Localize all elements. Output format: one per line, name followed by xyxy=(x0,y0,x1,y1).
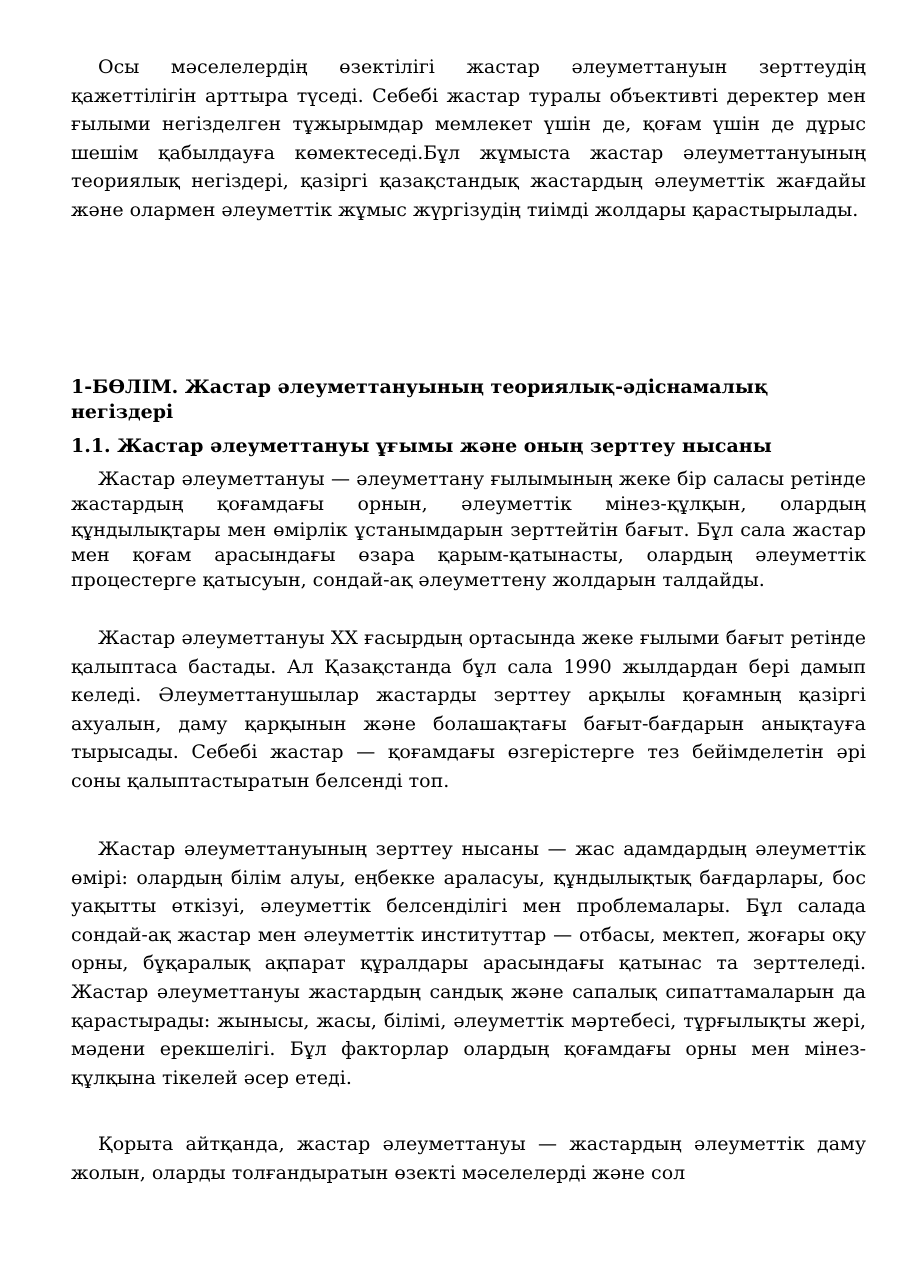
body-paragraph: Жастар әлеуметтануының зерттеу нысаны — жас адамдардың әлеуметтік өмірі: олардың білім алуы, еңбекке араласуы, құндылықтық бағдарлары, бос уақытты өткізуі, әлеуметтік белсенділігі мен проблемалары. Бұл салада сондай-ақ жастар мен әлеуметтік институттар — отбасы, мектеп, жоғары оқу орны, бұқаралық ақпарат құралдары арасындағы қатынас та зерттеледі. Жастар әлеуметтануы жастардың сандық және сапалық сипаттамаларын да қарастырады: жынысы, жасы, білімі, әлеуметтік мәртебесі, тұрғылықты жері, мәдени ерекшелігі. Бұл факторлар олардың қоғамдағы орны мен мінез-құлқына тікелей әсер етеді. xyxy=(71,838,866,1089)
section-heading: 1-БӨЛІМ. Жастар әлеуметтануының теориялық-әдіснамалық негіздері xyxy=(71,376,769,423)
body-paragraph: Жастар әлеуметтануы — әлеуметтану ғылымының жеке бір саласы ретінде жастардың қоғамдағы орнын, әлеуметтік мінез-құлқын, олардың құндылықтары мен өмірлік ұстанымдарын зерттейтін бағыт. Бұл сала жастар мен қоғам арасындағы өзара қарым-қатынасты, олардың әлеуметтік процестерге қатысуын, сондай-ақ әлеуметтену жолдарын талдайды. xyxy=(71,468,866,592)
body-paragraph: Жастар әлеуметтануы XX ғасырдың ортасында жеке ғылыми бағыт ретінде қалыптаса бастады. Ал Қазақстанда бұл сала 1990 жылдардан бері дамып келеді. Әлеуметтанушылар жастарды зерттеу арқылы қоғамның қазіргі ахуалын, даму қарқынын және болашақтағы бағыт-бағдарын анықтауға тырысады. Себебі жастар — қоғамдағы өзгерістерге тез бейімделетін әрі соны қалыптастыратын белсенді топ. xyxy=(71,627,866,792)
intro-paragraph: Осы мәселелердің өзектілігі жастар әлеуметтануын зерттеудің қажеттілігін арттыра түседі. Себебі жастар туралы объективті деректер мен ғылыми негізделген тұжырымдар мемлекет үшін де, қоғам үшін де дұрыс шешім қабылдауға көмектеседі.Бұл жұмыста жастар әлеуметтануының теориялық негіздері, қазіргі қазақстандық жастардың әлеуметтік жағдайы және олармен әлеуметтік жұмыс жүргізудің тиімді жолдары қарастырылады. xyxy=(71,56,866,221)
subsection-heading: 1.1. Жастар әлеуметтануы ұғымы және оның зерттеу нысаны xyxy=(71,435,772,457)
body-paragraph: Қорыта айтқанда, жастар әлеуметтануы — жастардың әлеуметтік даму жолын, оларды толғандыратын өзекті мәселелерді және сол xyxy=(71,1133,866,1184)
